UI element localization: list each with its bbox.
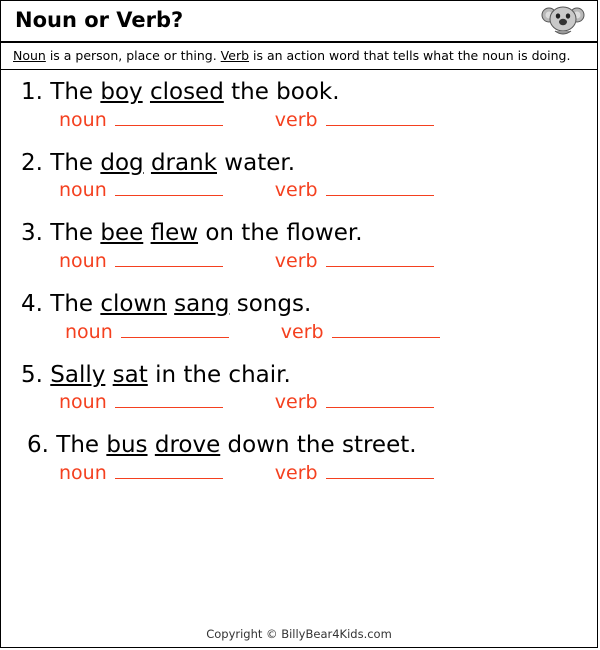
koala-icon — [541, 3, 585, 41]
instructions — [1, 43, 597, 70]
question-sentence — [1, 429, 597, 462]
sentence-noun: dog — [100, 149, 144, 176]
sentence-verb: closed — [149, 79, 224, 105]
answer-row — [1, 109, 597, 145]
question-number: 2. — [21, 149, 43, 176]
verb-label: verb — [274, 108, 318, 131]
sentence-noun: Sally — [50, 361, 106, 388]
sentence-before: The — [48, 432, 107, 459]
sentence-noun: boy — [100, 79, 143, 105]
sentence-verb: drove — [154, 432, 221, 459]
verb-label: verb — [280, 320, 324, 343]
sentence-mid — [105, 362, 112, 388]
noun-answer-blank[interactable] — [115, 464, 223, 479]
sentence-verb: flew — [150, 220, 199, 247]
sentence-noun: bus — [106, 432, 148, 459]
noun-answer-blank[interactable] — [115, 252, 223, 267]
question-item — [1, 147, 597, 216]
verb-answer-blank[interactable] — [326, 181, 434, 196]
answer-row — [1, 321, 597, 357]
noun-answer-blank[interactable] — [115, 111, 223, 126]
sentence-after: songs. — [229, 290, 312, 317]
copyright-notice: Copyright © BillyBear4Kids.com — [206, 627, 392, 641]
question-sentence — [1, 217, 597, 250]
verb-answer-blank[interactable] — [326, 111, 434, 126]
page-title: Noun or Verb? — [15, 8, 184, 32]
sentence-verb: sang — [174, 290, 230, 317]
sentence-before: The — [42, 290, 101, 317]
sentence-before: The — [42, 220, 101, 247]
noun-answer-blank[interactable] — [115, 393, 223, 408]
question-sentence — [1, 288, 597, 321]
verb-label: verb — [274, 461, 318, 484]
question-number: 3. — [21, 220, 43, 247]
sentence-mid — [144, 150, 151, 176]
noun-label: noun — [59, 391, 107, 414]
noun-label: noun — [59, 108, 107, 131]
noun-label: noun — [65, 320, 113, 343]
sentence-after: in the chair. — [147, 361, 291, 388]
sentence-after: on the flower. — [198, 220, 363, 247]
question-item — [1, 76, 597, 145]
noun-label: noun — [59, 461, 107, 484]
question-item — [1, 359, 597, 428]
verb-answer-blank[interactable] — [326, 393, 434, 408]
question-item — [1, 217, 597, 286]
answer-row — [1, 250, 597, 286]
verb-answer-blank[interactable] — [326, 252, 434, 267]
verb-label: verb — [274, 391, 318, 414]
answer-row — [1, 179, 597, 215]
verb-label: verb — [274, 179, 318, 202]
question-number: 4. — [21, 290, 43, 317]
answer-row — [1, 462, 597, 498]
question-number: 5. — [21, 361, 43, 388]
sentence-noun: bee — [100, 220, 144, 247]
question-sentence — [1, 76, 597, 109]
answer-row — [1, 391, 597, 427]
worksheet-header — [1, 1, 597, 43]
questions-list — [1, 70, 597, 498]
noun-label: noun — [59, 249, 107, 272]
noun-answer-blank[interactable] — [115, 181, 223, 196]
question-number: 1. — [21, 79, 43, 105]
noun-label: noun — [59, 179, 107, 202]
instructions-verb-word: Verb — [220, 48, 250, 63]
sentence-verb: drank — [150, 149, 217, 176]
instructions-noun-text: is a person, place or thing. — [45, 48, 221, 63]
sentence-mid — [143, 220, 150, 246]
sentence-mid — [148, 432, 155, 458]
question-number: 6. — [27, 432, 49, 459]
sentence-verb: sat — [112, 361, 148, 388]
sentence-noun: clown — [100, 290, 167, 317]
sentence-after: water. — [217, 149, 296, 176]
instructions-verb-text: is an action word that tells what the noun is doing. — [249, 48, 571, 63]
verb-answer-blank[interactable] — [332, 323, 440, 338]
verb-answer-blank[interactable] — [326, 464, 434, 479]
noun-answer-blank[interactable] — [121, 323, 229, 338]
sentence-after: the book. — [223, 79, 340, 105]
verb-label: verb — [274, 249, 318, 272]
instructions-noun-word: Noun — [13, 48, 46, 63]
sentence-mid — [143, 79, 150, 105]
sentence-before: The — [42, 79, 101, 105]
sentence-before: The — [42, 149, 101, 176]
question-sentence — [1, 359, 597, 392]
question-item — [1, 288, 597, 357]
question-sentence — [1, 147, 597, 180]
sentence-after: down the street. — [220, 432, 417, 459]
question-item — [1, 429, 597, 498]
